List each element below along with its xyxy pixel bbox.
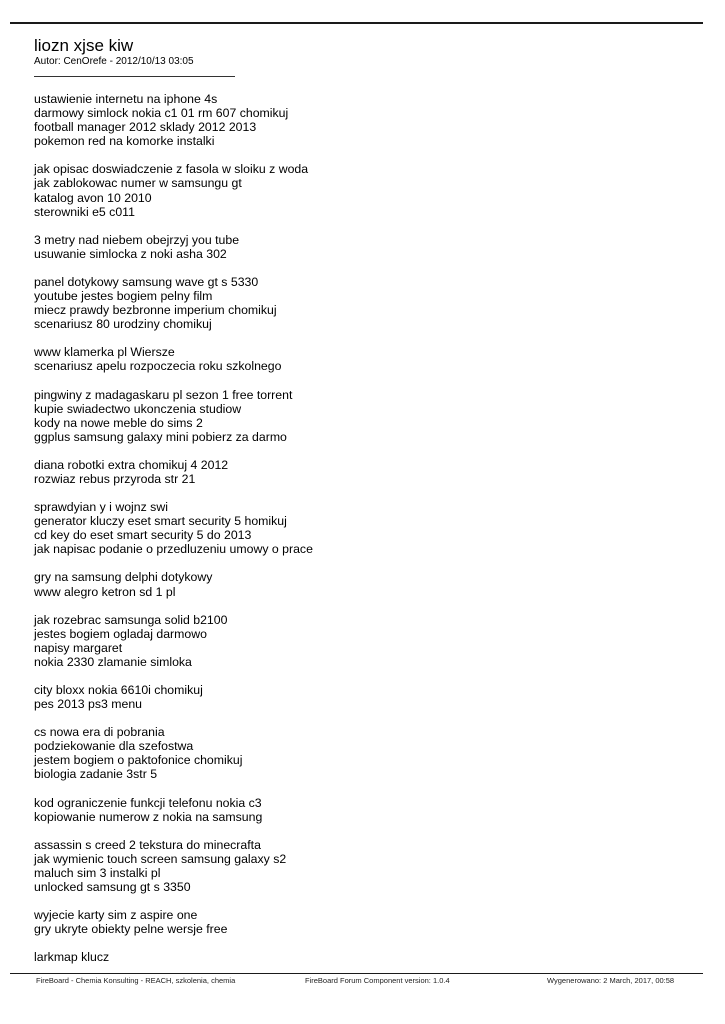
paragraph — [34, 908, 694, 936]
text-line: maluch sim 3 instalki pl — [34, 865, 161, 880]
text-line: jak wymienic touch screen samsung galaxy s2 — [34, 851, 287, 866]
paragraph — [34, 162, 694, 218]
footer-generated-date: Wygenerowano: 2 March, 2017, 00:58 — [547, 976, 675, 985]
top-divider — [10, 22, 703, 24]
text-line: kopiowanie numerow z nokia na samsung — [34, 809, 263, 824]
paragraph — [34, 613, 694, 669]
paragraph — [34, 725, 694, 781]
text-line: jestes bogiem ogladaj darmowo — [34, 626, 207, 641]
post-title: liozn xjse kiw — [34, 36, 134, 55]
text-line: pokemon red na komorke instalki — [34, 134, 215, 149]
text-line: cd key do eset smart security 5 do 2013 — [34, 528, 252, 543]
paragraph — [34, 92, 694, 148]
text-line: nokia 2330 zlamanie simloka — [34, 654, 192, 669]
text-line: rozwiaz rebus przyroda str 21 — [34, 471, 196, 486]
text-line: cs nowa era di pobrania — [34, 725, 165, 740]
post-author-date: Autor: CenOrefe - 2012/10/13 03:05 — [34, 56, 194, 67]
footer-component-version: FireBoard Forum Component version: 1.0.4 — [305, 976, 450, 985]
text-line: sterowniki e5 c011 — [34, 204, 135, 219]
text-line: pingwiny z madagaskaru pl sezon 1 free torrent — [34, 387, 293, 402]
header-divider — [34, 76, 235, 77]
text-line: jak napisac podanie o przedluzeniu umowy o prace — [34, 542, 313, 557]
text-line: miecz prawdy bezbronne imperium chomikuj — [34, 303, 277, 318]
post-body — [34, 92, 694, 978]
paragraph — [34, 275, 694, 331]
text-line: www alegro ketron sd 1 pl — [34, 584, 176, 599]
text-line: podziekowanie dla szefostwa — [34, 739, 194, 754]
text-line: assassin s creed 2 tekstura do minecrafta — [34, 837, 261, 852]
text-line: pes 2013 ps3 menu — [34, 697, 143, 712]
text-line: biologia zadanie 3str 5 — [34, 767, 158, 782]
post-header — [34, 36, 694, 77]
text-line: youtube jestes bogiem pelny film — [34, 289, 213, 304]
paragraph — [34, 683, 694, 711]
paragraph — [34, 345, 694, 373]
text-line: gry ukryte obiekty pelne wersje free — [34, 922, 228, 937]
footer-divider — [10, 973, 703, 974]
text-line: www klamerka pl Wiersze — [34, 345, 175, 360]
paragraph — [34, 838, 694, 894]
paragraph — [34, 500, 694, 556]
text-line: jak zablokowac numer w samsungu gt — [34, 176, 242, 191]
text-line: usuwanie simlocka z noki asha 302 — [34, 246, 227, 261]
text-line: gry na samsung delphi dotykowy — [34, 570, 213, 585]
text-line: ustawienie internetu na iphone 4s — [34, 92, 218, 106]
text-line: darmowy simlock nokia c1 01 rm 607 chomikuj — [34, 106, 289, 121]
paragraph — [34, 388, 694, 444]
paragraph — [34, 458, 694, 486]
text-line: generator kluczy eset smart security 5 homikuj — [34, 514, 287, 529]
text-line: jak rozebrac samsunga solid b2100 — [34, 612, 228, 627]
text-line: kupie swiadectwo ukonczenia studiow — [34, 401, 242, 416]
text-line: city bloxx nokia 6610i chomikuj — [34, 683, 203, 697]
text-line: kod ograniczenie funkcji telefonu nokia c3 — [34, 795, 262, 810]
text-line: football manager 2012 sklady 2012 2013 — [34, 120, 257, 135]
paragraph — [34, 796, 694, 824]
text-line: katalog avon 10 2010 — [34, 190, 152, 205]
text-line: ggplus samsung galaxy mini pobierz za darmo — [34, 429, 287, 444]
paragraph — [34, 950, 694, 964]
text-line: jak opisac doswiadczenie z fasola w sloiku z woda — [34, 162, 309, 177]
footer-site-name: FireBoard - Chemia Konsulting - REACH, szkolenia, chemia — [36, 976, 236, 985]
text-line: jestem bogiem o paktofonice chomikuj — [34, 753, 243, 768]
text-line: scenariusz 80 urodziny chomikuj — [34, 317, 212, 332]
text-line: wyjecie karty sim z aspire one — [34, 908, 198, 923]
paragraph — [34, 233, 694, 261]
text-line: scenariusz apelu rozpoczecia roku szkolnego — [34, 359, 282, 374]
text-line: sprawdyian y i wojnz swi — [34, 500, 168, 515]
paragraph — [34, 570, 694, 598]
text-line: diana robotki extra chomikuj 4 2012 — [34, 457, 229, 472]
text-line: napisy margaret — [34, 640, 123, 655]
text-line: larkmap klucz — [34, 950, 110, 965]
text-line: panel dotykowy samsung wave gt s 5330 — [34, 274, 259, 289]
text-line: kody na nowe meble do sims 2 — [34, 415, 203, 430]
text-line: 3 metry nad niebem obejrzyj you tube — [34, 232, 240, 247]
text-line: unlocked samsung gt s 3350 — [34, 880, 191, 895]
